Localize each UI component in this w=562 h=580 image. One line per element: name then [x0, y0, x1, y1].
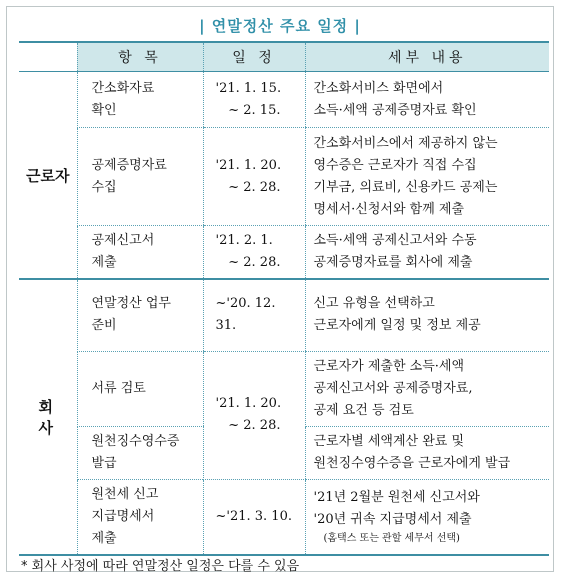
item-text: 서류 검토 — [91, 380, 146, 396]
schedule-panel — [6, 6, 554, 572]
group-worker: 근로자 — [19, 72, 77, 280]
date-start: '21. 2. 1. — [215, 233, 273, 248]
date-end: ~ 2. 15. — [228, 102, 281, 118]
detail-text: 간소화서비스 화면에서 — [313, 80, 444, 96]
footnote: * 회사 사정에 따라 연말정산 일정은 다를 수 있음 — [21, 559, 300, 574]
item-cell — [77, 72, 203, 128]
date-start: '21. 1. 20. — [215, 157, 282, 173]
detail-text: '20년 귀속 지급명세서 제출 — [313, 511, 472, 527]
header-item: 항 목 — [77, 42, 203, 72]
item-cell — [77, 426, 203, 479]
detail-note: (홈택스 또는 관할 세무서 선택) — [323, 532, 460, 544]
detail-text: 신고 유형을 선택하고 — [313, 296, 435, 312]
item-text: 제출 — [91, 255, 117, 270]
date-cell — [203, 279, 305, 351]
detail-text: 공제신고서와 공제증명자료, — [313, 380, 473, 396]
detail-cell — [305, 128, 549, 226]
detail-text: '21년 2월분 원천세 신고서와 — [313, 489, 480, 505]
detail-text: 소득·세액 공제신고서와 수동 — [313, 233, 477, 248]
item-text: 확인 — [91, 102, 117, 118]
date-cell — [203, 128, 305, 226]
detail-text: 공제 요건 등 검토 — [313, 402, 414, 418]
date-cell — [203, 351, 305, 479]
table-header-row — [19, 42, 549, 72]
item-text: 공제신고서 — [91, 233, 155, 248]
item-cell — [77, 351, 203, 426]
detail-cell — [305, 351, 549, 426]
detail-cell — [305, 226, 549, 280]
item-text: 연말정산 업무 — [91, 296, 171, 312]
item-cell — [77, 128, 203, 226]
date-start: '21. 1. 15. — [215, 80, 282, 96]
detail-text: 근로자별 세액계산 완료 및 — [313, 433, 465, 449]
detail-cell — [305, 479, 549, 555]
item-text: 발급 — [91, 455, 117, 471]
table-row — [19, 351, 549, 426]
detail-text: 명세서·신청서와 함께 제출 — [313, 201, 465, 217]
date-cell — [203, 226, 305, 280]
date-cell — [203, 479, 305, 555]
table-row — [19, 72, 549, 128]
header-date: 일 정 — [203, 42, 305, 72]
detail-cell — [305, 279, 549, 351]
item-text: 수집 — [91, 179, 117, 195]
detail-text: 간소화서비스에서 제공하지 않는 — [313, 135, 498, 151]
item-text: 준비 — [91, 318, 117, 334]
item-text: 제출 — [91, 530, 117, 546]
detail-cell — [305, 72, 549, 128]
date-start: '21. 1. 20. — [215, 396, 282, 411]
detail-text: 영수증은 근로자가 직접 수집 — [313, 157, 477, 173]
table-row — [19, 479, 549, 555]
date-cell — [203, 72, 305, 128]
date-end: ~ 2. 28. — [228, 418, 281, 433]
item-cell — [77, 226, 203, 280]
detail-text: 기부금, 의료비, 신용카드 공제는 — [313, 179, 498, 195]
table-row — [19, 226, 549, 280]
detail-text: 공제증명자료를 회사에 제출 — [313, 255, 473, 270]
detail-text: 원천징수영수증을 근로자에게 발급 — [313, 455, 511, 471]
detail-text: 근로자에게 일정 및 정보 제공 — [313, 318, 481, 334]
date-single: ~'21. 3. 10. — [215, 508, 292, 524]
header-group — [19, 42, 77, 72]
item-text: 간소화자료 — [91, 80, 155, 96]
detail-cell — [305, 426, 549, 479]
detail-text: 소득·세액 공제증명자료 확인 — [313, 102, 477, 118]
group-company: 회 사 — [19, 279, 77, 555]
item-text: 공제증명자료 — [91, 157, 167, 173]
item-text: 원천징수영수증 — [91, 433, 180, 449]
table-row — [19, 279, 549, 351]
date-single: ~'20. 12. 31. — [215, 296, 276, 334]
item-cell — [77, 479, 203, 555]
item-text: 원천세 신고 — [91, 486, 159, 502]
item-text: 지급명세서 — [91, 508, 155, 524]
header-detail: 세부 내용 — [305, 42, 549, 72]
page-title: | 연말정산 주요 일정 | — [199, 17, 361, 35]
table-row — [19, 128, 549, 226]
schedule-table — [19, 41, 549, 556]
date-end: ~ 2. 28. — [228, 255, 281, 270]
detail-text: 근로자가 제출한 소득·세액 — [313, 358, 465, 374]
date-end: ~ 2. 28. — [228, 179, 281, 195]
item-cell — [77, 279, 203, 351]
